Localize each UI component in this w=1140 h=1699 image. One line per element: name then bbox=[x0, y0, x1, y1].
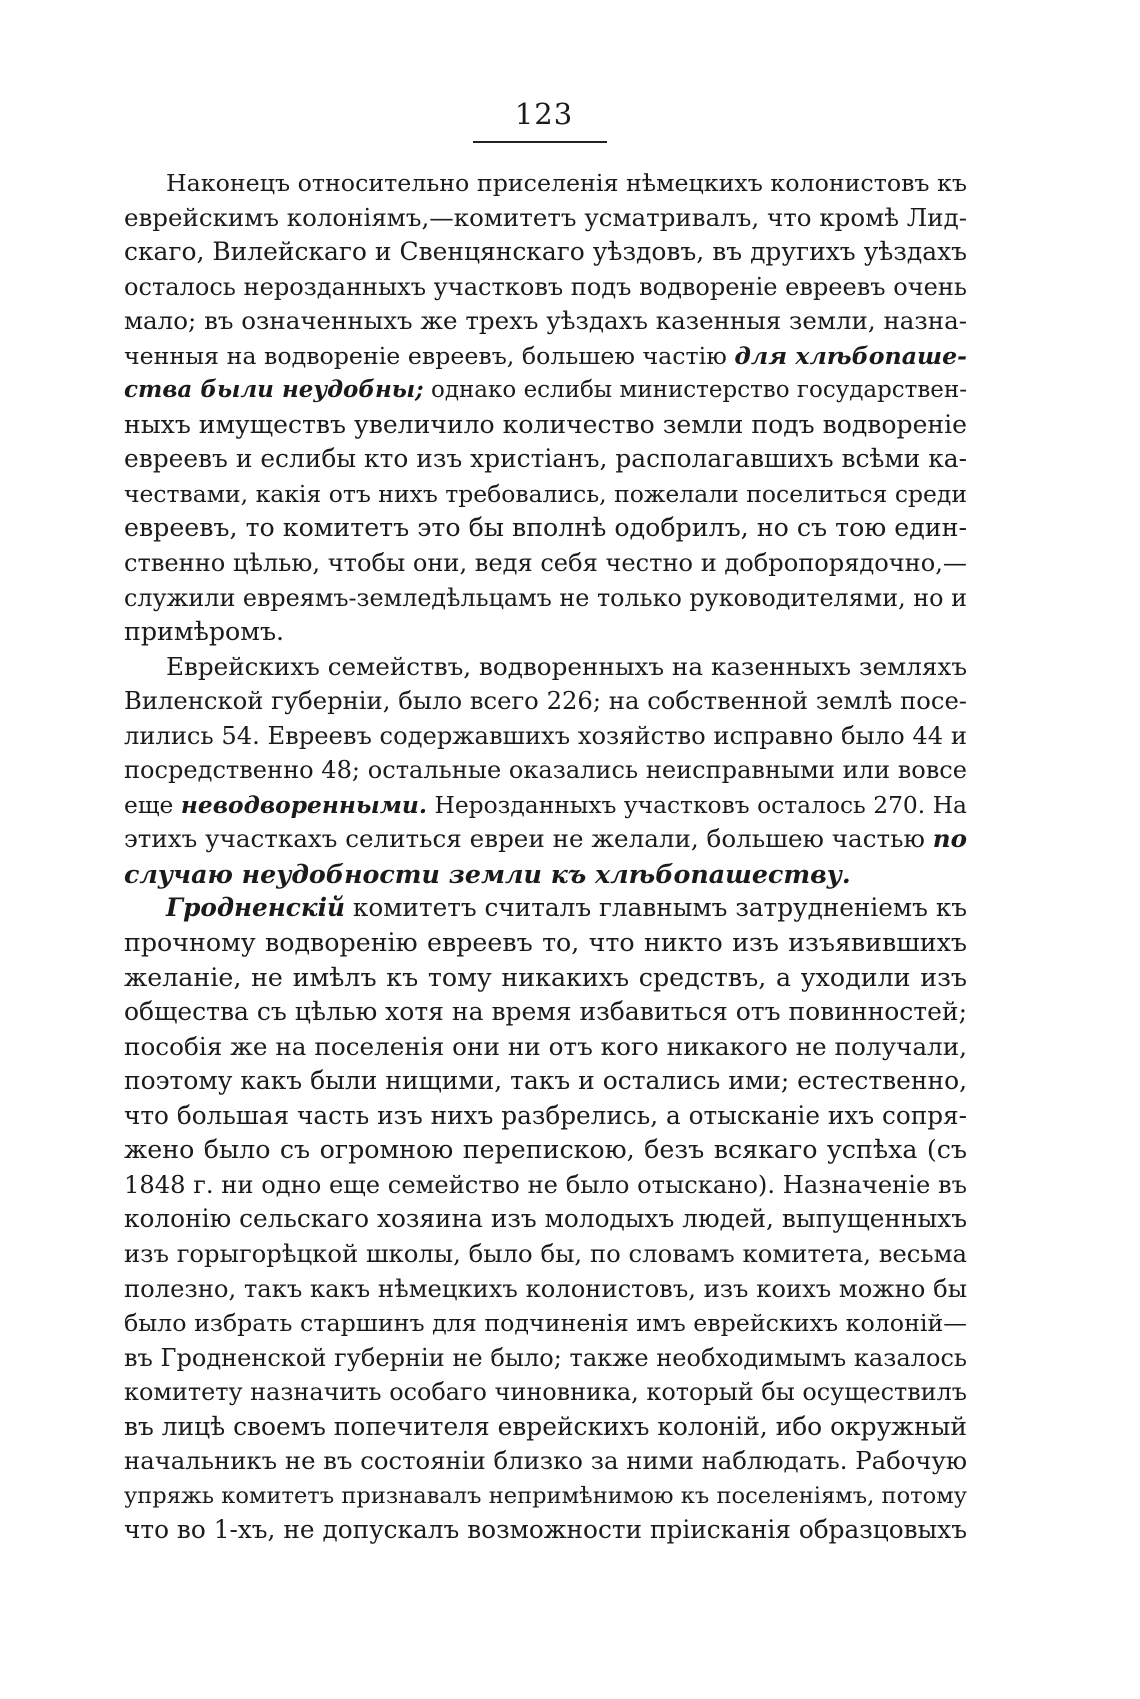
text-run: этихъ участкахъ селиться евреи не желали, большею частью bbox=[124, 824, 933, 854]
text-line bbox=[124, 477, 967, 512]
text-line bbox=[124, 788, 967, 823]
text-line bbox=[124, 339, 967, 374]
text-run: еврейскимъ колоніямъ,—комитетъ усматривалъ, что кромѣ Лид- bbox=[124, 202, 967, 232]
text-line bbox=[124, 1202, 967, 1237]
text-run: что во 1-хъ, не допускалъ возможности пріисканія образцовыхъ bbox=[124, 1515, 967, 1545]
text-run: примѣромъ. bbox=[124, 617, 285, 647]
text-line bbox=[124, 753, 967, 788]
text-run: ченныя на водвореніе евреевъ, большею частію bbox=[124, 341, 735, 370]
text-run: пособія же на поселенія они ни отъ кого никакого не получали, bbox=[124, 1031, 967, 1061]
text-line bbox=[124, 1133, 967, 1168]
text-run: желаніе, не имѣлъ къ тому никакихъ средствъ, а уходили изъ bbox=[124, 962, 967, 992]
emphasized-text: случаю неудобности земли къ хлѣбопашеству. bbox=[124, 858, 851, 889]
text-run: прочному водворенію евреевъ то, что никто изъ изъявившихъ bbox=[124, 928, 967, 958]
text-run: лились 54. Евреевъ содержавшихъ хозяйство исправно было 44 и bbox=[124, 721, 967, 750]
text-line bbox=[124, 1513, 967, 1548]
text-run: начальникъ не въ состояніи близко за ними наблюдать. Рабочую bbox=[124, 1446, 967, 1476]
text-run: мало; въ означенныхъ же трехъ уѣздахъ казенныя земли, назна- bbox=[124, 306, 967, 336]
text-line bbox=[124, 650, 967, 685]
text-run: 1848 г. ни одно еще семейство не было отыскано). Назначеніе въ bbox=[124, 1170, 967, 1199]
text-run: однако еслибы министерство государствен- bbox=[423, 377, 967, 404]
text-line bbox=[124, 1168, 967, 1203]
text-run: ственно цѣлью, чтобы они, ведя себя честно и добропорядочно,— bbox=[124, 549, 967, 578]
text-run: комитетъ считалъ главнымъ затрудненіемъ къ bbox=[344, 893, 967, 923]
text-line bbox=[124, 615, 967, 650]
text-run: ныхъ имуществъ увеличило количество земли подъ водвореніе bbox=[124, 409, 967, 439]
text-line bbox=[124, 995, 967, 1030]
emphasized-text: ства были неудобны; bbox=[124, 376, 424, 404]
text-run: жено было съ огромною перепискою, безъ всякаго успѣха (съ bbox=[124, 1135, 967, 1165]
page-text bbox=[124, 166, 967, 1548]
text-run: общества съ цѣлью хотя на время избавиться отъ повинностей; bbox=[124, 997, 967, 1027]
text-run: посредственно 48; остальные оказались неисправными или вовсе bbox=[124, 756, 967, 785]
emphasized-text: по bbox=[932, 824, 967, 854]
text-run: было избрать старшинъ для подчиненія имъ еврейскихъ колоній— bbox=[124, 1309, 967, 1338]
text-line bbox=[124, 857, 967, 892]
text-run: Нерозданныхъ участковъ осталось 270. На bbox=[427, 790, 967, 819]
text-line bbox=[124, 442, 967, 477]
text-line bbox=[124, 1444, 967, 1479]
text-line bbox=[124, 719, 967, 754]
text-line bbox=[124, 1410, 967, 1445]
text-run: поэтому какъ были нищими, такъ и остались ими; естественно, bbox=[124, 1066, 967, 1096]
emphasized-text: неводворенными. bbox=[180, 790, 427, 819]
emphasized-text: для хлѣбопаше- bbox=[734, 341, 967, 370]
text-run: что большая часть изъ нихъ разбрелись, а отысканіе ихъ сопря- bbox=[124, 1100, 967, 1130]
text-line bbox=[124, 511, 967, 546]
text-line bbox=[124, 373, 967, 408]
text-run: комитету назначить особаго чиновника, который бы осуществилъ bbox=[124, 1378, 967, 1407]
text-line bbox=[124, 1375, 967, 1410]
text-line bbox=[124, 1237, 967, 1272]
text-line bbox=[124, 1341, 967, 1376]
text-run: изъ горыгорѣцкой школы, было бы, по словамъ комитета, весьма bbox=[124, 1238, 967, 1268]
text-line bbox=[124, 891, 967, 926]
text-line bbox=[124, 270, 967, 305]
text-line bbox=[124, 1064, 967, 1099]
text-line bbox=[124, 546, 967, 581]
text-line bbox=[124, 408, 967, 443]
text-line bbox=[124, 304, 967, 339]
text-run: скаго, Вилейскаго и Свенцянскаго уѣздовъ, въ другихъ уѣздахъ bbox=[124, 237, 967, 267]
text-line bbox=[124, 1030, 967, 1065]
text-run: евреевъ и еслибы кто изъ христіанъ, располагавшихъ всѣми ка- bbox=[124, 444, 967, 474]
text-run: служили евреямъ-земледѣльцамъ не только руководителями, но и bbox=[124, 583, 967, 612]
page-number: 123 bbox=[514, 97, 574, 131]
page-number-rule bbox=[473, 141, 607, 143]
emphasized-text: Гродненскій bbox=[166, 893, 345, 923]
text-run: полезно, такъ какъ нѣмецкихъ колонистовъ, изъ коихъ можно бы bbox=[124, 1273, 967, 1303]
text-run: колонію сельскаго хозяина изъ молодыхъ людей, выпущенныхъ bbox=[124, 1204, 967, 1234]
text-run: чествами, какія отъ нихъ требовались, пожелали поселиться среди bbox=[124, 479, 967, 508]
text-line bbox=[124, 1099, 967, 1134]
text-line bbox=[124, 961, 967, 996]
text-run: упряжь комитетъ признавалъ непримѣнимою къ поселеніямъ, потому bbox=[124, 1482, 967, 1509]
text-run: осталось нерозданныхъ участковъ подъ водвореніе евреевъ очень bbox=[124, 272, 967, 301]
text-line bbox=[124, 201, 967, 236]
text-run: Еврейскихъ семействъ, водворенныхъ на казенныхъ земляхъ bbox=[166, 651, 967, 681]
text-line bbox=[124, 1272, 967, 1307]
text-line bbox=[124, 166, 967, 201]
text-run: еще bbox=[124, 790, 181, 819]
text-line bbox=[124, 684, 967, 719]
text-line bbox=[124, 581, 967, 616]
text-line bbox=[124, 822, 967, 857]
text-line bbox=[124, 235, 967, 270]
text-line bbox=[124, 1479, 967, 1514]
text-run: въ Гродненской губерніи не было; также необходимымъ казалось bbox=[124, 1343, 967, 1372]
text-run: Наконецъ относительно приселенія нѣмецкихъ колонистовъ къ bbox=[166, 169, 967, 197]
text-run: въ лицѣ своемъ попечителя еврейскихъ колоній, ибо окружный bbox=[124, 1411, 967, 1441]
text-line bbox=[124, 926, 967, 961]
text-run: евреевъ, то комитетъ это бы вполнѣ одобрилъ, но съ тою един- bbox=[124, 513, 967, 543]
text-run: Виленской губерніи, было всего 226; на собственной землѣ посе- bbox=[124, 686, 967, 716]
text-line bbox=[124, 1306, 967, 1341]
